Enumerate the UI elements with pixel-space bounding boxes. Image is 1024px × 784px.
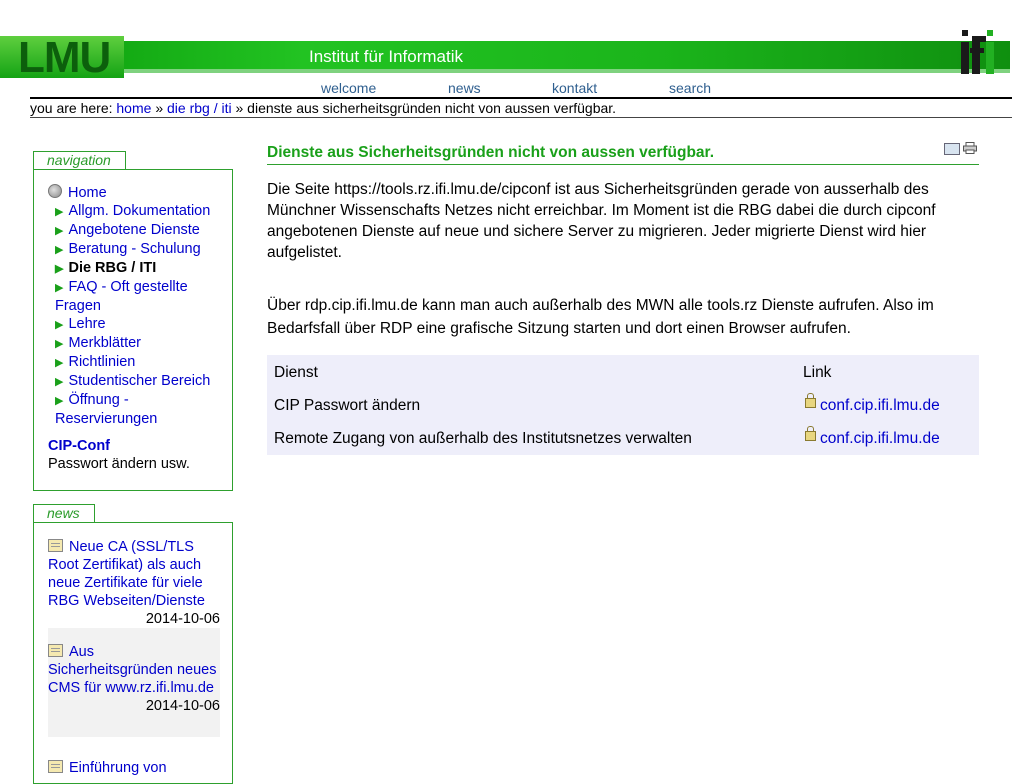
- service-link-cell: [805, 397, 940, 415]
- news-icon: [48, 539, 63, 552]
- breadcrumb-rbg[interactable]: die rbg / iti: [167, 100, 232, 116]
- arrow-right-icon: ▶: [55, 225, 64, 237]
- globe-icon: [48, 184, 62, 198]
- news-item-link[interactable]: [48, 760, 167, 776]
- nav-item-label: Studentischer Bereich: [68, 373, 211, 389]
- title-underline: [267, 164, 979, 165]
- nav-item-beratung-schulung[interactable]: [48, 240, 228, 259]
- nav-item-label: Öffnung - Reservierungen: [55, 392, 158, 427]
- arrow-right-icon: ▶: [55, 357, 64, 369]
- institute-title: Institut für Informatik: [309, 47, 463, 66]
- arrow-right-icon: ▶: [55, 376, 64, 388]
- breadcrumb-current: dienste aus sicherheitsgründen nicht von aussen verfügbar.: [247, 100, 617, 116]
- top-navigation: [0, 80, 1024, 98]
- service-link[interactable]: conf.cip.ifi.lmu.de: [820, 430, 940, 447]
- news-item: [48, 538, 220, 628]
- nav-item-die-rbg-iti[interactable]: [48, 259, 228, 278]
- service-name: CIP Passwort ändern: [274, 397, 421, 414]
- nav-item-studentischer-bereich[interactable]: [48, 372, 228, 391]
- header-banner: [0, 36, 1024, 76]
- breadcrumb-separator: »: [155, 100, 164, 116]
- arrow-right-icon: ▶: [55, 395, 64, 407]
- lmu-logo-text: LMU: [18, 33, 111, 82]
- nav-item-label: FAQ - Oft gestellte Fragen: [55, 279, 188, 314]
- column-header-link: Link: [803, 364, 832, 381]
- arrow-right-icon: ▶: [55, 282, 64, 294]
- breadcrumb-prefix: you are here:: [30, 100, 113, 116]
- nav-item-angebotene-dienste[interactable]: [48, 221, 228, 240]
- news-item-title: Aus Sicherheitsgründen neues CMS für www.rz.ifi.lmu.de: [48, 644, 217, 696]
- nav-item-lehre[interactable]: [48, 315, 228, 334]
- nav-item-richtlinien[interactable]: [48, 353, 228, 372]
- banner-underline: [0, 69, 1010, 73]
- mail-icon[interactable]: [944, 143, 960, 155]
- news-box: [33, 522, 233, 784]
- nav-item-label: Angebotene Dienste: [68, 222, 200, 238]
- navigation-box: [33, 169, 233, 491]
- page-title: Dienste aus Sicherheitsgründen nicht von aussen verfügbar.: [267, 144, 715, 161]
- cipconf-description: Passwort ändern usw.: [48, 456, 190, 472]
- breadcrumb: [30, 100, 616, 116]
- divider: [30, 97, 1012, 99]
- ifi-logo-text: ifi: [958, 28, 959, 29]
- nav-item-allgm-dokumentation[interactable]: [48, 202, 228, 221]
- news-icon: [48, 644, 63, 657]
- news-tab: news: [33, 504, 95, 522]
- lmu-logo[interactable]: [0, 33, 124, 82]
- banner-bar: [0, 41, 1010, 69]
- nav-item-label: Beratung - Schulung: [68, 241, 201, 257]
- news-item-title: Einführung von: [69, 760, 167, 776]
- arrow-right-icon: ▶: [55, 338, 64, 350]
- rdp-paragraph: Über rdp.cip.ifi.lmu.de kann man auch außerhalb des MWN alle tools.rz Dienste aufrufen. Also im Bedarfsfall über RDP eine grafische Sitzung starten und dort einen Browser aufrufen.: [267, 297, 934, 337]
- topnav-kontakt[interactable]: kontakt: [552, 80, 598, 96]
- divider: [30, 117, 1012, 118]
- lock-icon: [805, 398, 816, 408]
- ifi-logo[interactable]: [958, 28, 998, 76]
- breadcrumb-home[interactable]: home: [116, 100, 152, 116]
- news-item: [48, 628, 220, 737]
- breadcrumb-separator: »: [235, 100, 244, 116]
- lock-icon: [805, 431, 816, 441]
- news-icon: [48, 760, 63, 773]
- topnav-welcome[interactable]: welcome: [321, 80, 377, 96]
- nav-item-home[interactable]: [48, 184, 228, 202]
- news-item-date: 2014-10-06: [145, 698, 220, 714]
- news-item-link[interactable]: [48, 539, 205, 609]
- nav-item-faq[interactable]: [48, 278, 228, 315]
- cipconf-link[interactable]: CIP-Conf: [48, 438, 111, 454]
- nav-item-oeffnung-reservierungen[interactable]: [48, 391, 228, 428]
- nav-item-label: Die RBG / ITI: [68, 260, 157, 276]
- news-item: [48, 759, 220, 777]
- service-link-cell: [805, 430, 940, 448]
- arrow-right-icon: ▶: [55, 319, 64, 331]
- services-table: [267, 355, 979, 455]
- topnav-news[interactable]: news: [448, 80, 481, 96]
- news-item-link[interactable]: [48, 644, 216, 696]
- column-header-dienst: Dienst: [274, 364, 318, 381]
- topnav-search[interactable]: search: [669, 80, 712, 96]
- arrow-right-icon: ▶: [55, 206, 64, 218]
- navigation-tab: navigation: [33, 151, 126, 169]
- arrow-right-icon: ▶: [55, 263, 64, 275]
- navigation-list: [48, 184, 228, 428]
- table-row: [267, 421, 979, 454]
- news-item-title: Neue CA (SSL/TLS Root Zertifikat) als auch neue Zertifikate für viele RBG Webseiten/Dienste: [48, 539, 205, 609]
- arrow-right-icon: ▶: [55, 244, 64, 256]
- nav-item-label: Richtlinien: [68, 354, 136, 370]
- service-link[interactable]: conf.cip.ifi.lmu.de: [820, 397, 940, 414]
- nav-item-label: Merkblätter: [68, 335, 141, 351]
- table-header-row: [267, 355, 979, 388]
- service-name: Remote Zugang von außerhalb des Institutsnetzes verwalten: [274, 430, 692, 447]
- intro-paragraph: Die Seite https://tools.rz.ifi.lmu.de/cipconf ist aus Sicherheitsgründen gerade von ausserhalb des Münchner Wissenschafts Netzes nicht erreichbar. Im Moment ist die RBG dabei die durch cipconf angebotenen Dienste auf neue und sichere Server zu migrieren. Jeder migrierte Dienst wird hier aufgelistet.: [267, 181, 936, 261]
- nav-item-label: Allgm. Dokumentation: [68, 203, 211, 219]
- nav-item-merkblaetter[interactable]: [48, 334, 228, 353]
- nav-item-label: Lehre: [68, 316, 106, 332]
- table-row: [267, 388, 979, 421]
- printer-icon[interactable]: [963, 142, 977, 154]
- news-item-date: 2014-10-06: [145, 611, 220, 627]
- nav-item-label: Home: [68, 185, 107, 201]
